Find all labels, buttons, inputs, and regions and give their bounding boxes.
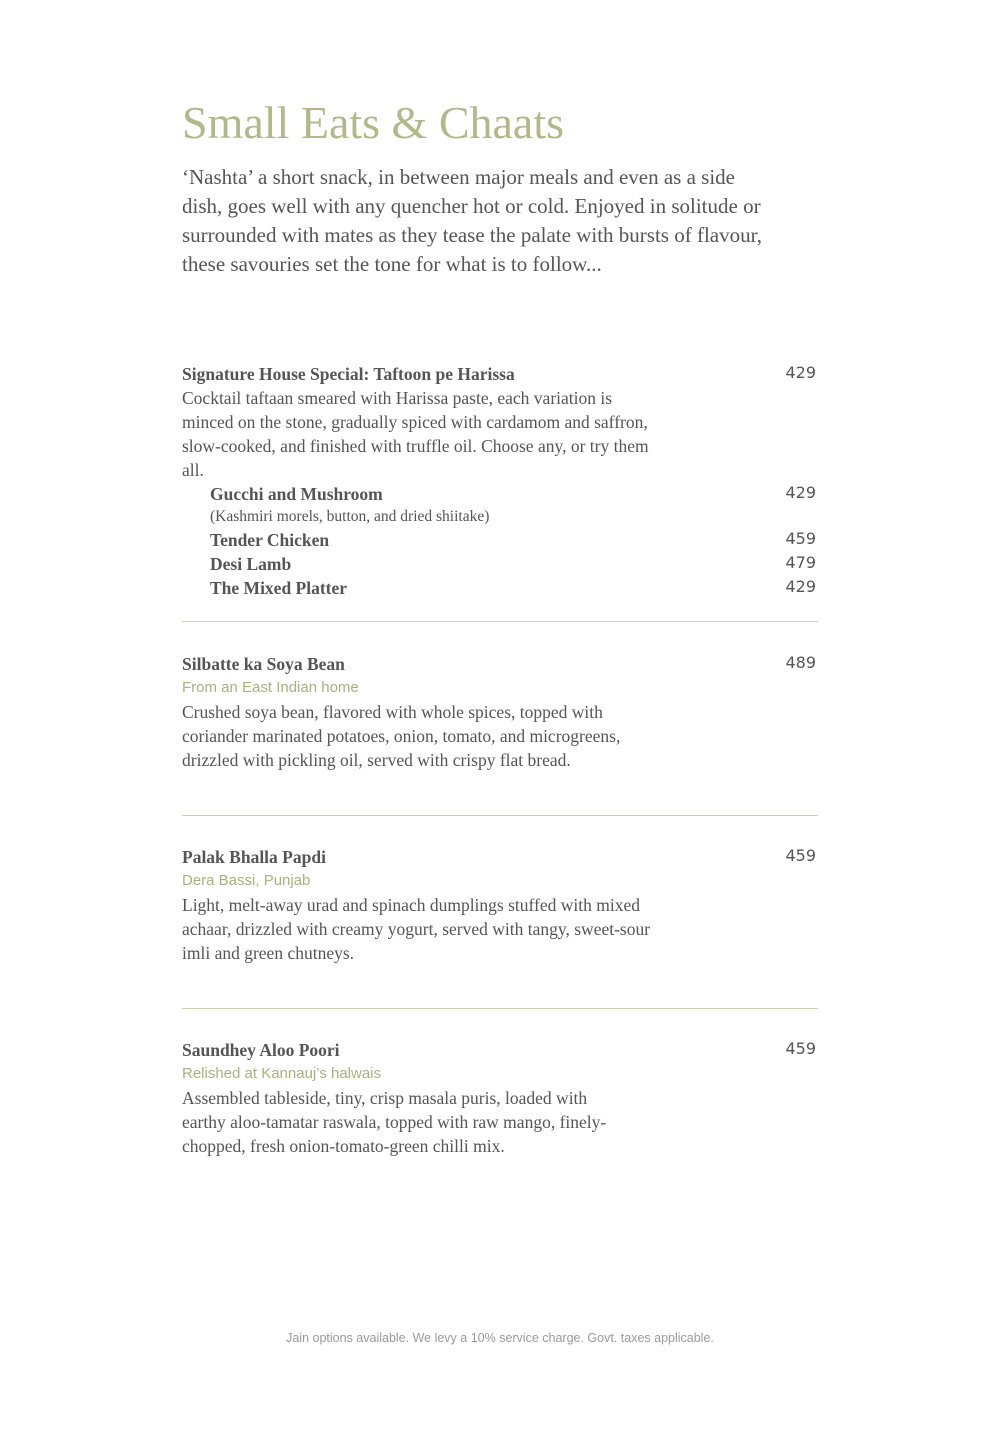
variant-price: 479	[785, 553, 816, 572]
item-name: Silbatte ka Soya Bean	[182, 654, 345, 674]
variant-name: The Mixed Platter	[210, 578, 348, 598]
item-name: Signature House Special: Taftoon pe Harissa	[182, 364, 515, 384]
item-origin: From an East Indian home	[182, 679, 359, 696]
variant-row	[182, 576, 818, 600]
variant-name: Tender Chicken	[210, 530, 330, 550]
variant-price: 459	[785, 529, 816, 548]
footer-note: Jain options available. We levy a 10% service charge. Govt. taxes applicable.	[286, 1331, 714, 1345]
item-price: 459	[785, 846, 816, 865]
item-name: Saundhey Aloo Poori	[182, 1040, 340, 1060]
variant-price: 429	[785, 577, 816, 596]
variant-name: Desi Lamb	[210, 554, 292, 574]
item-origin: Relished at Kannauj’s halwais	[182, 1065, 382, 1082]
variant-row	[182, 482, 818, 506]
item-description: Assembled tableside, tiny, crisp masala puris, loaded with earthy aloo-tamatar raswala, topped with raw mango, finely-chopped, fresh onion-tomato-green chilli mix.	[182, 1088, 607, 1156]
item-price: 459	[785, 1039, 816, 1058]
page-title: Small Eats & Chaats	[182, 97, 565, 148]
variant-row	[182, 528, 818, 552]
item-name: Palak Bhalla Papdi	[182, 847, 326, 867]
item-origin: Dera Bassi, Punjab	[182, 872, 311, 889]
divider	[182, 621, 818, 622]
item-description: Cocktail taftaan smeared with Harissa paste, each variation is minced on the stone, gradually spiced with cardamom and saffron, slow-cooked, and finished with truffle oil. Choose any, or try them all.	[182, 388, 649, 480]
menu-item-taftoon	[182, 362, 818, 600]
variant-note: (Kashmiri morels, button, and dried shiitake)	[210, 508, 490, 525]
menu-item-bhalla-papdi	[182, 845, 818, 965]
menu-item-aloo-poori	[182, 1038, 818, 1158]
divider	[182, 1008, 818, 1009]
intro-text: ‘Nashta’ a short snack, in between major meals and even as a side dish, goes well with any quencher hot or cold. Enjoyed in solitude or surrounded with mates as they tease the palate with bursts of flavour, these savouries set the tone for what is to follow...	[182, 165, 763, 276]
menu-item-soya-bean	[182, 652, 818, 772]
variant-name: Gucchi and Mushroom	[210, 484, 383, 504]
item-price: 489	[785, 653, 816, 672]
variant-row	[182, 552, 818, 576]
divider	[182, 815, 818, 816]
item-description: Crushed soya bean, flavored with whole spices, topped with coriander marinated potatoes, onion, tomato, and microgreens, drizzled with pickling oil, served with crispy flat bread.	[182, 702, 621, 770]
variant-price: 429	[785, 483, 816, 502]
item-price: 429	[785, 363, 816, 382]
item-description: Light, melt-away urad and spinach dumplings stuffed with mixed achaar, drizzled with creamy yogurt, served with tangy, sweet-sour imli and green chutneys.	[182, 895, 651, 963]
